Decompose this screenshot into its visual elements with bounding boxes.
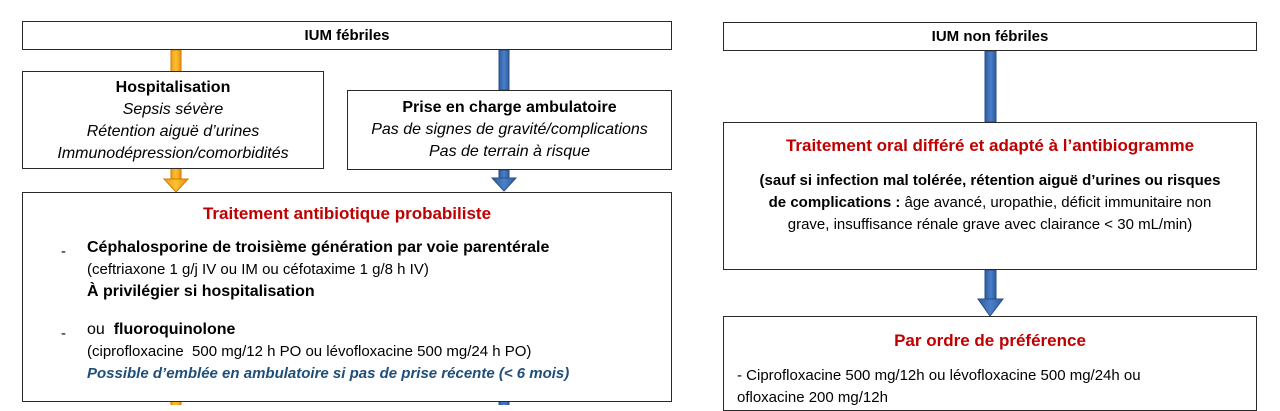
- right-blue-arrowhead: [978, 299, 1003, 316]
- orange-arrowhead: [164, 179, 188, 192]
- right-blue-shaft-top: [985, 51, 996, 122]
- item1-detail: (ceftriaxone 1 g/j IV ou IM ou céfotaxime 1 g/8 h IV): [87, 261, 429, 278]
- header-ium-febriles: [22, 21, 672, 50]
- treatment-title: Traitement antibiotique probabiliste: [202, 204, 492, 223]
- bullet-1: -: [61, 243, 66, 260]
- preference-list: [737, 365, 1256, 409]
- item1-note: À privilégier si hospitalisation: [87, 283, 315, 300]
- item2-title: fluoroquinolone: [113, 321, 236, 338]
- orange-shaft-top: [171, 50, 181, 72]
- header-ium-non-febriles: [723, 22, 1257, 51]
- oral-line-2-rest: âge avancé, uropathie, déficit immunitaire non: [900, 194, 1212, 211]
- item2-detail: (ciprofloxacine 500 mg/12 h PO ou lévofloxacine 500 mg/24 h PO): [87, 343, 532, 360]
- header-ium-non-febriles-label: IUM non fébriles: [931, 28, 1049, 45]
- blue-shaft-top: [499, 50, 509, 90]
- oral-line-1: (sauf si infection mal tolérée, rétention aiguë d’urines ou risques: [759, 172, 1221, 189]
- box-ambulatoire: [347, 90, 672, 170]
- box-par-ordre-preference: [723, 316, 1257, 411]
- oral-line-3: grave, insuffisance rénale grave avec clairance < 30 mL/min): [787, 216, 1193, 233]
- oral-line-2: [724, 192, 1256, 214]
- item2-prefix: ou: [87, 321, 105, 338]
- treatment-item-1: [87, 237, 667, 303]
- hospitalisation-line-3: Immunodépression/comorbidités: [57, 145, 289, 162]
- oral-conditions: [724, 170, 1256, 236]
- hospitalisation-line-1: Sepsis sévère: [122, 101, 224, 118]
- oral-line-2-bold: de complications :: [768, 194, 901, 211]
- ambulatoire-line-2: Pas de terrain à risque: [429, 143, 590, 160]
- item2-note: Possible d’emblée en ambulatoire si pas de prise récente (< 6 mois): [87, 365, 570, 382]
- hospitalisation-title: Hospitalisation: [115, 79, 231, 96]
- bullet-2: -: [61, 325, 66, 342]
- preference-title: Par ordre de préférence: [894, 331, 1086, 350]
- box-treatment-probabiliste: [22, 192, 672, 402]
- ambulatoire-title: Prise en charge ambulatoire: [402, 99, 617, 116]
- preference-line-1: - Ciprofloxacine 500 mg/12h ou lévofloxacine 500 mg/24h ou: [737, 367, 1141, 384]
- right-blue-shaft-mid: [985, 270, 996, 300]
- box-traitement-oral: [723, 122, 1257, 270]
- item2-heading: [87, 319, 667, 341]
- preference-line-2: ofloxacine 200 mg/12h: [737, 389, 888, 406]
- item1-title: Céphalosporine de troisième génération par voie parentérale: [87, 239, 550, 256]
- ambulatoire-line-1: Pas de signes de gravité/complications: [371, 121, 648, 138]
- hospitalisation-line-2: Rétention aiguë d’urines: [86, 123, 260, 140]
- box-hospitalisation: [22, 71, 324, 169]
- oral-title: Traitement oral différé et adapté à l’antibiogramme: [785, 136, 1195, 155]
- blue-arrowhead: [492, 178, 516, 191]
- orange-shaft-mid: [171, 168, 181, 180]
- treatment-item-2: [87, 319, 667, 385]
- header-ium-febriles-label: IUM fébriles: [304, 27, 390, 44]
